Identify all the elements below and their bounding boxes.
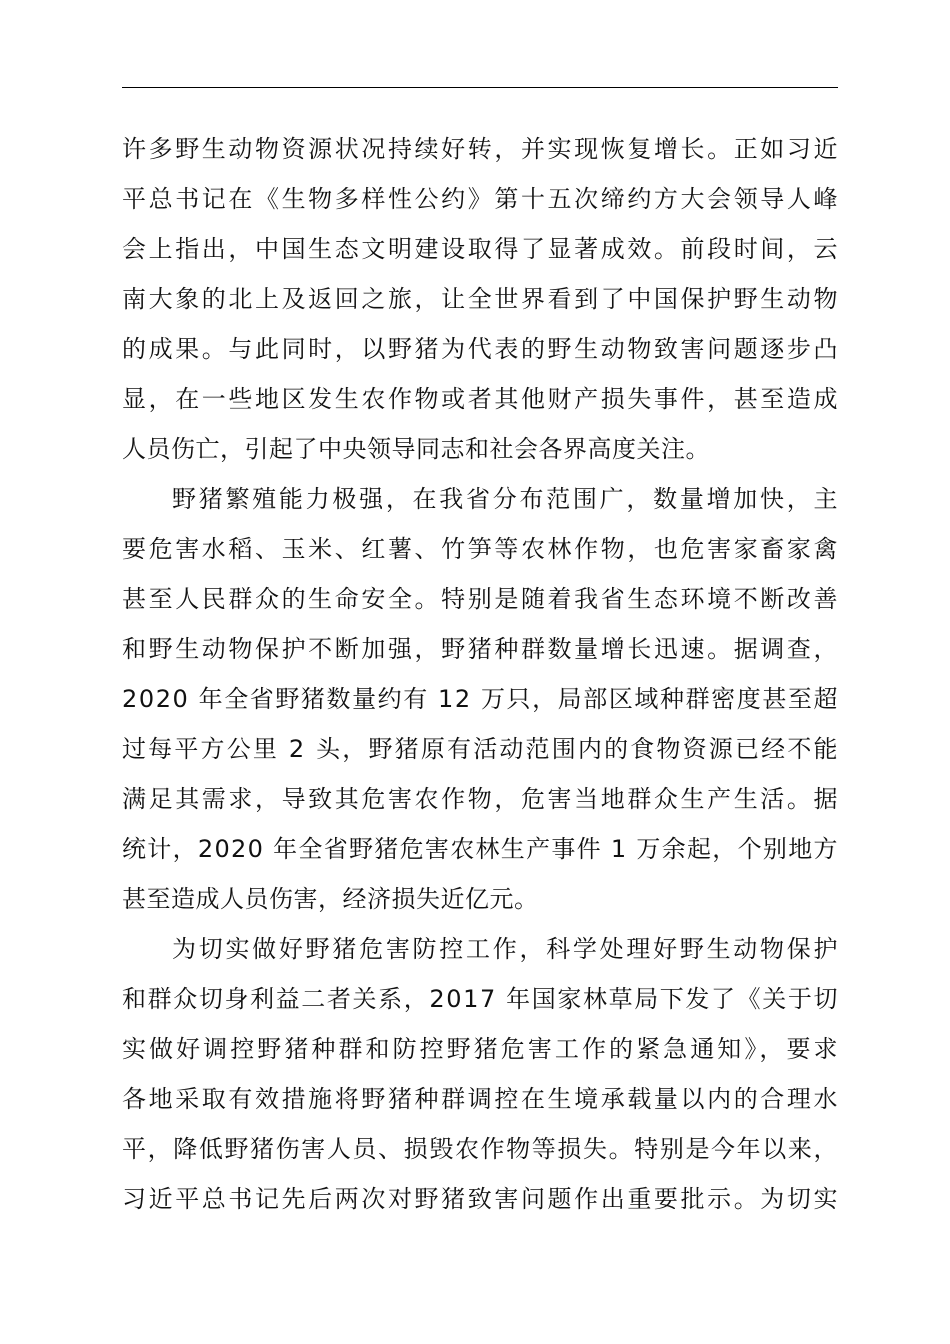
text-line: 习近平总书记先后两次对野猪致害问题作出重要批示。为切实 xyxy=(122,1185,841,1213)
text-line: 平，降低野猪伤害人员、损毁农作物等损失。特别是今年以来， xyxy=(122,1135,840,1163)
text-line: 统计，2020 年全省野猪危害农林生产事件 1 万余起，个别地方 xyxy=(122,835,839,863)
text-line: 甚至造成人员伤害，经济损失近亿元。 xyxy=(122,885,539,913)
text-line: 人员伤亡，引起了中央领导同志和社会各界高度关注。 xyxy=(122,435,710,463)
text-line: 和野生动物保护不断加强，野猪种群数量增长迅速。据调查， xyxy=(122,635,841,663)
text-line: 各地采取有效措施将野猪种群调控在生境承载量以内的合理水 xyxy=(122,1085,841,1113)
paragraph-first-line: 野猪繁殖能力极强，在我省分布范围广，数量增加快，主 xyxy=(172,485,841,513)
text-line: 和群众切身利益二者关系，2017 年国家林草局下发了《关于切 xyxy=(122,985,840,1013)
text-line: 2020 年全省野猪数量约有 12 万只，局部区域种群密度甚至超 xyxy=(122,685,840,713)
text-line: 过每平方公里 2 头，野猪原有活动范围内的食物资源已经不能 xyxy=(122,735,840,763)
text-line: 满足其需求，导致其危害农作物，危害当地群众生产生活。据 xyxy=(122,785,841,813)
paragraph-first-line: 为切实做好野猪危害防控工作，科学处理好野生动物保护 xyxy=(172,935,841,963)
text-line: 显，在一些地区发生农作物或者其他财产损失事件，甚至造成 xyxy=(122,385,841,413)
header-rule xyxy=(122,87,838,88)
text-line: 的成果。与此同时，以野猪为代表的野生动物致害问题逐步凸 xyxy=(122,335,841,363)
text-line: 实做好调控野猪种群和防控野猪危害工作的紧急通知》，要求 xyxy=(122,1035,841,1063)
text-line: 会上指出，中国生态文明建设取得了显著成效。前段时间，云 xyxy=(122,235,841,263)
text-line: 南大象的北上及返回之旅，让全世界看到了中国保护野生动物 xyxy=(122,285,841,313)
text-line: 甚至人民群众的生命安全。特别是随着我省生态环境不断改善 xyxy=(122,585,841,613)
text-line: 许多野生动物资源状况持续好转，并实现恢复增长。正如习近 xyxy=(122,135,841,163)
text-line: 平总书记在《生物多样性公约》第十五次缔约方大会领导人峰 xyxy=(122,185,841,213)
text-line: 要危害水稻、玉米、红薯、竹笋等农林作物，也危害家畜家禽 xyxy=(122,535,841,563)
